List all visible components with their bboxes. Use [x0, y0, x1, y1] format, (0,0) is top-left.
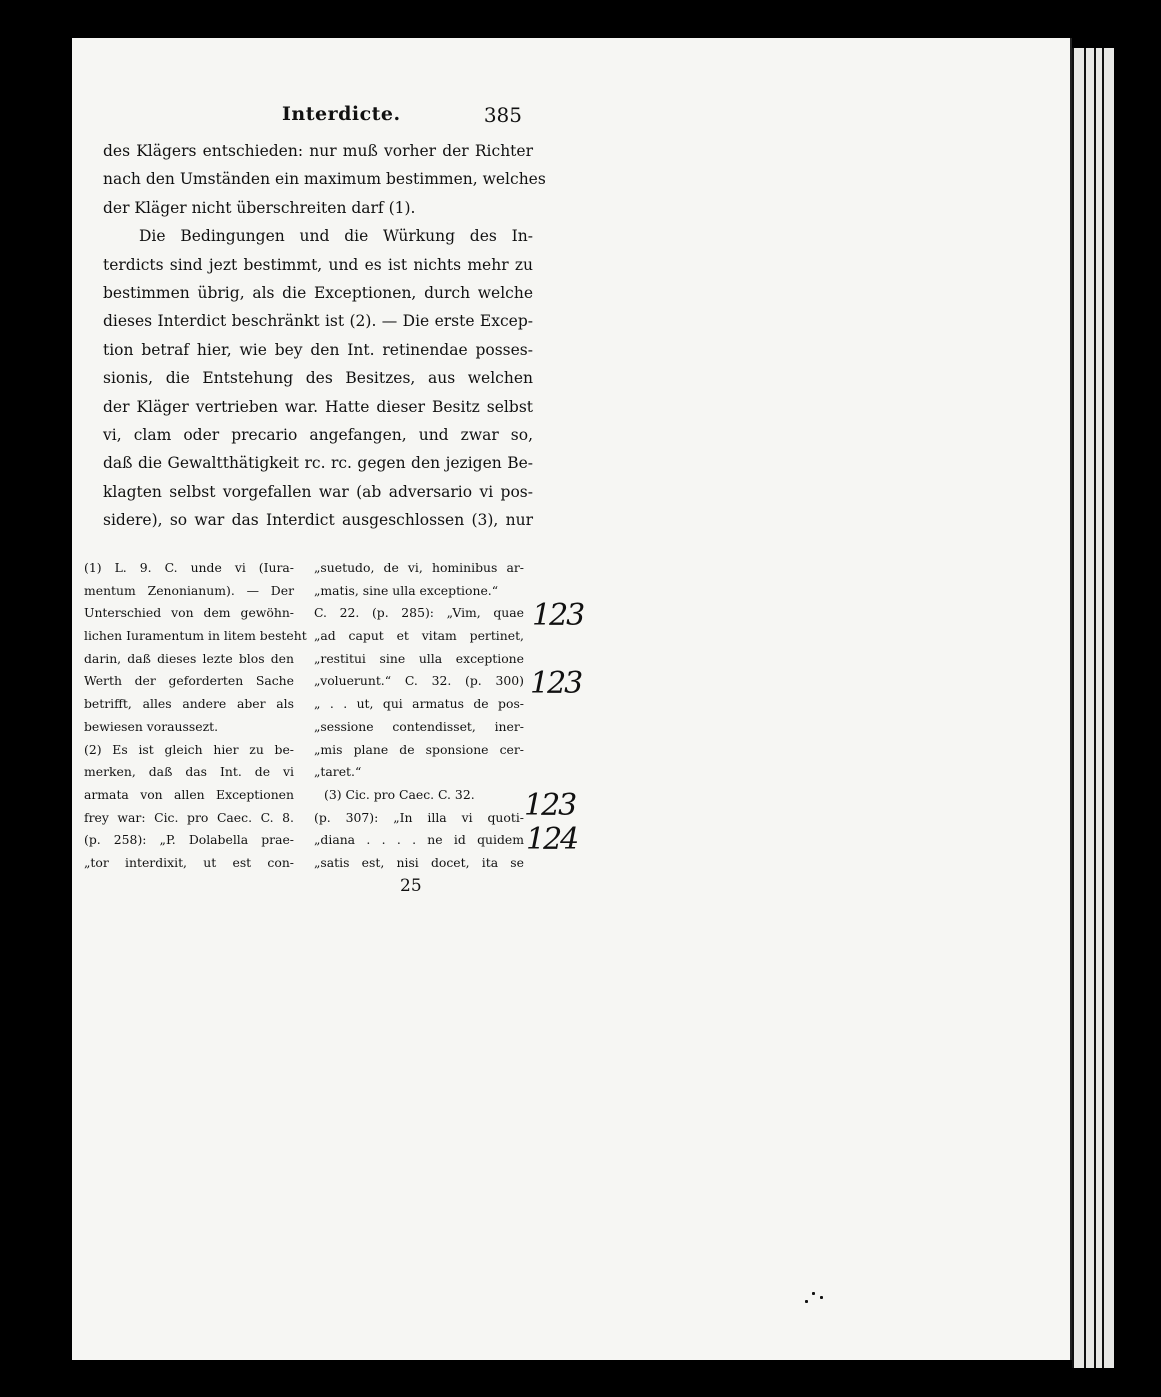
text-line: der Kläger vertrieben war. Hatte dieser Besitz selbst	[103, 397, 533, 416]
page-number: 385	[483, 103, 522, 127]
page-edge	[1072, 48, 1084, 1368]
footnote-line: frey war: Cic. pro Caec. C. 8.	[84, 809, 294, 825]
footnote-line: bewiesen voraussezt.	[84, 718, 219, 734]
text-line: bestimmen übrig, als die Exceptionen, durch welche	[103, 283, 533, 302]
footnote-line: C. 22. (p. 285): „Vim, quae	[314, 605, 524, 621]
speck	[820, 1296, 823, 1299]
text-line: des Klägers entschieden: nur muß vorher der Richter	[103, 142, 533, 160]
text-line: tion betraf hier, wie bey den Int. retinendae posses-	[103, 340, 533, 359]
text-line: Die Bedingungen und die Würkung des In-	[139, 227, 533, 246]
footnote-line: lichen Iuramentum in litem besteht	[84, 628, 307, 644]
text-line: dieses Interdict beschränkt ist (2). — Die erste Excep-	[103, 312, 533, 331]
footnote-line: merken, daß das Int. de vi	[84, 764, 294, 780]
footnote-line: „voluerunt.“ C. 32. (p. 300)	[314, 673, 524, 689]
handwritten-note: 123	[532, 598, 584, 633]
handwritten-note: 123	[524, 788, 576, 823]
text-line: vi, clam oder precario angefangen, und zwar so,	[103, 425, 533, 444]
text-line: terdicts sind jezt bestimmt, und es ist nichts mehr zu	[103, 255, 533, 274]
footnote-line: Werth der geforderten Sache	[84, 673, 294, 689]
footnote-column-right	[314, 557, 524, 875]
footnote-line: „suetudo, de vi, hominibus ar-	[314, 560, 524, 575]
footnote-line: Unterschied von dem gewöhn-	[84, 605, 294, 621]
text-line: nach den Umständen ein maximum bestimmen, welches	[103, 170, 546, 189]
footnote-line: „sessione contendisset, iner-	[314, 718, 524, 734]
footnote-line: „ . . ut, qui armatus de pos-	[314, 696, 524, 712]
speck	[812, 1292, 815, 1295]
page-edge	[1084, 48, 1094, 1368]
footnote-line: mentum Zenonianum). — Der	[84, 582, 294, 598]
page-header	[282, 103, 522, 133]
footnote-column-left	[84, 557, 307, 875]
text-line: sidere), so war das Interdict ausgeschlossen (3), nur	[103, 511, 533, 530]
footnote-line: „restitui sine ulla exceptione	[314, 650, 524, 666]
footnote-line: darin, daß dieses lezte blos den	[84, 650, 294, 666]
footnote-line: betrifft, alles andere aber als	[84, 696, 294, 712]
text-line: daß die Gewaltthätigkeit rc. rc. gegen den jezigen Be-	[103, 454, 533, 473]
footnote-line: (2) Es ist gleich hier zu be-	[84, 741, 294, 757]
main-text	[103, 137, 546, 534]
handwritten-note: 123	[530, 666, 582, 701]
text-line: sionis, die Entstehung des Besitzes, aus welchen	[103, 369, 533, 388]
footnote-line: armata von allen Exceptionen	[84, 786, 294, 802]
running-title: Interdicte.	[282, 103, 401, 125]
footnote-line: „satis est, nisi docet, ita se	[314, 854, 524, 870]
footnote-line: „matis, sine ulla exceptione.“	[314, 582, 499, 598]
footnote-line: (1) L. 9. C. unde vi (Iura-	[84, 560, 294, 575]
handwritten-note: 124	[526, 822, 578, 857]
signature-mark: 25	[400, 876, 422, 896]
text-line: der Kläger nicht überschreiten darf (1).	[103, 198, 416, 217]
footnote-line: „tor interdixit, ut est con-	[84, 854, 294, 870]
footnote-line: „ad caput et vitam pertinet,	[314, 628, 524, 644]
footnote-line: „mis plane de sponsione cer-	[314, 741, 524, 757]
text-line: klagten selbst vorgefallen war (ab adversario vi pos-	[103, 482, 533, 501]
speck	[805, 1300, 808, 1303]
page-edge	[1102, 48, 1114, 1368]
footnote-line: „diana . . . . ne id quidem	[314, 832, 524, 848]
page-edge	[1094, 48, 1102, 1368]
footnote-line: (p. 258): „P. Dolabella prae-	[84, 832, 294, 848]
footnote-line: (3) Cic. pro Caec. C. 32.	[324, 786, 475, 802]
footnote-line: „taret.“	[314, 764, 362, 780]
footnote-line: (p. 307): „In illa vi quoti-	[314, 809, 524, 825]
